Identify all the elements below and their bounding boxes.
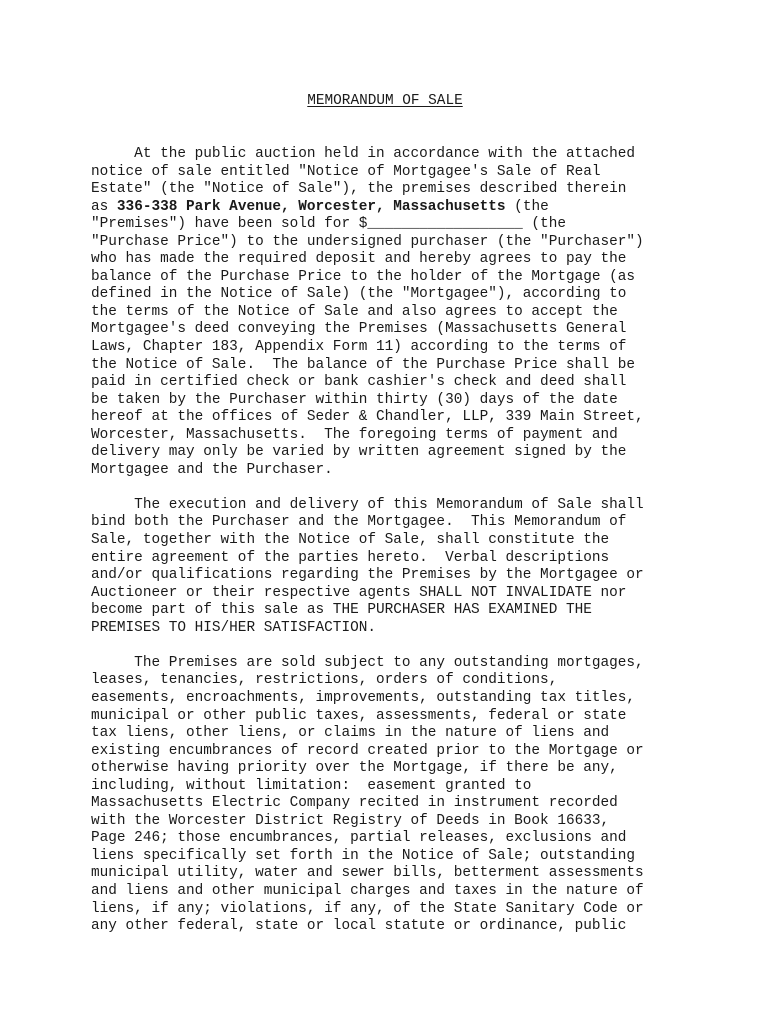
text-line: The execution and delivery of this Memorandum of Sale shall [91, 496, 644, 513]
text-line: Worcester, Massachusetts. The foregoing terms of payment and [91, 426, 618, 443]
text-line: municipal or other public taxes, assessments, federal or state [91, 707, 627, 724]
text-line: be taken by the Purchaser within thirty (30) days of the date [91, 391, 618, 408]
text-line: Sale, together with the Notice of Sale, shall constitute the [91, 532, 610, 549]
paragraph-spacer [91, 479, 691, 497]
text-line: "Premises") have been sold for $__________________ (the [91, 216, 566, 233]
text-line: Estate" (the "Notice of Sale"), the premises described therein [91, 181, 627, 198]
text-line: bind both the Purchaser and the Mortgagee. This Memorandum of [91, 514, 627, 531]
text-line: leases, tenancies, restrictions, orders of conditions, [91, 672, 558, 689]
text-line: Laws, Chapter 183, Appendix Form 11) according to the terms of [91, 339, 627, 356]
paragraph-auction-terms [91, 146, 691, 479]
text-line: become part of this sale as THE PURCHASER HAS EXAMINED THE [91, 602, 592, 619]
paragraph-execution-delivery [91, 497, 691, 637]
text-line: any other federal, state or local statute or ordinance, public [91, 918, 627, 935]
text-line: tax liens, other liens, or claims in the nature of liens and [91, 725, 610, 742]
text-fragment: (the [505, 198, 549, 215]
text-line: At the public auction held in accordance with the attached [91, 146, 636, 162]
text-line: Page 246; those encumbrances, partial releases, exclusions and [91, 830, 627, 847]
text-line: hereof at the offices of Seder & Chandler, LLP, 339 Main Street, [91, 409, 644, 426]
text-line [91, 199, 691, 217]
text-fragment: as [91, 198, 117, 215]
text-line: existing encumbrances of record created prior to the Mortgage or [91, 742, 644, 759]
document-title [0, 93, 770, 111]
text-line: The Premises are sold subject to any outstanding mortgages, [91, 654, 644, 671]
paragraph-spacer [91, 637, 691, 655]
text-line: liens specifically set forth in the Notice of Sale; outstanding [91, 847, 636, 864]
text-line: including, without limitation: easement granted to [91, 777, 532, 794]
text-line: liens, if any; violations, if any, of the State Sanitary Code or [91, 900, 644, 917]
text-line: Massachusetts Electric Company recited in instrument recorded [91, 795, 618, 812]
document-body [91, 146, 691, 936]
text-line: the terms of the Notice of Sale and also agrees to accept the [91, 303, 618, 320]
text-line: and/or qualifications regarding the Premises by the Mortgagee or [91, 567, 644, 584]
text-line: easements, encroachments, improvements, outstanding tax titles, [91, 689, 636, 706]
text-line: defined in the Notice of Sale) (the "Mortgagee"), according to [91, 286, 627, 303]
text-line: and liens and other municipal charges and taxes in the nature of [91, 882, 644, 899]
paragraph-subject-to [91, 655, 691, 936]
title-text: MEMORANDUM OF SALE [307, 93, 463, 109]
text-line: entire agreement of the parties hereto. Verbal descriptions [91, 549, 610, 566]
text-line: who has made the required deposit and hereby agrees to pay the [91, 251, 627, 268]
property-address: 336-338 Park Avenue, Worcester, Massachusetts [116, 198, 506, 215]
text-line: "Purchase Price") to the undersigned purchaser (the "Purchaser") [91, 233, 644, 250]
text-line: delivery may only be varied by written agreement signed by the [91, 444, 627, 461]
text-line: with the Worcester District Registry of Deeds in Book 16633, [91, 812, 610, 829]
text-line: paid in certified check or bank cashier's check and deed shall [91, 374, 627, 391]
text-line: Mortgagee's deed conveying the Premises (Massachusetts General [91, 321, 627, 338]
text-line: balance of the Purchase Price to the holder of the Mortgage (as [91, 268, 636, 285]
text-line: notice of sale entitled "Notice of Mortgagee's Sale of Real [91, 163, 601, 180]
text-line: Mortgagee and the Purchaser. [91, 461, 333, 478]
text-line: the Notice of Sale. The balance of the Purchase Price shall be [91, 356, 636, 373]
text-line: PREMISES TO HIS/HER SATISFACTION. [91, 619, 376, 636]
text-line: Auctioneer or their respective agents SHALL NOT INVALIDATE nor [91, 584, 627, 601]
text-line: otherwise having priority over the Mortgage, if there be any, [91, 760, 618, 777]
text-line: municipal utility, water and sewer bills, betterment assessments [91, 865, 644, 882]
